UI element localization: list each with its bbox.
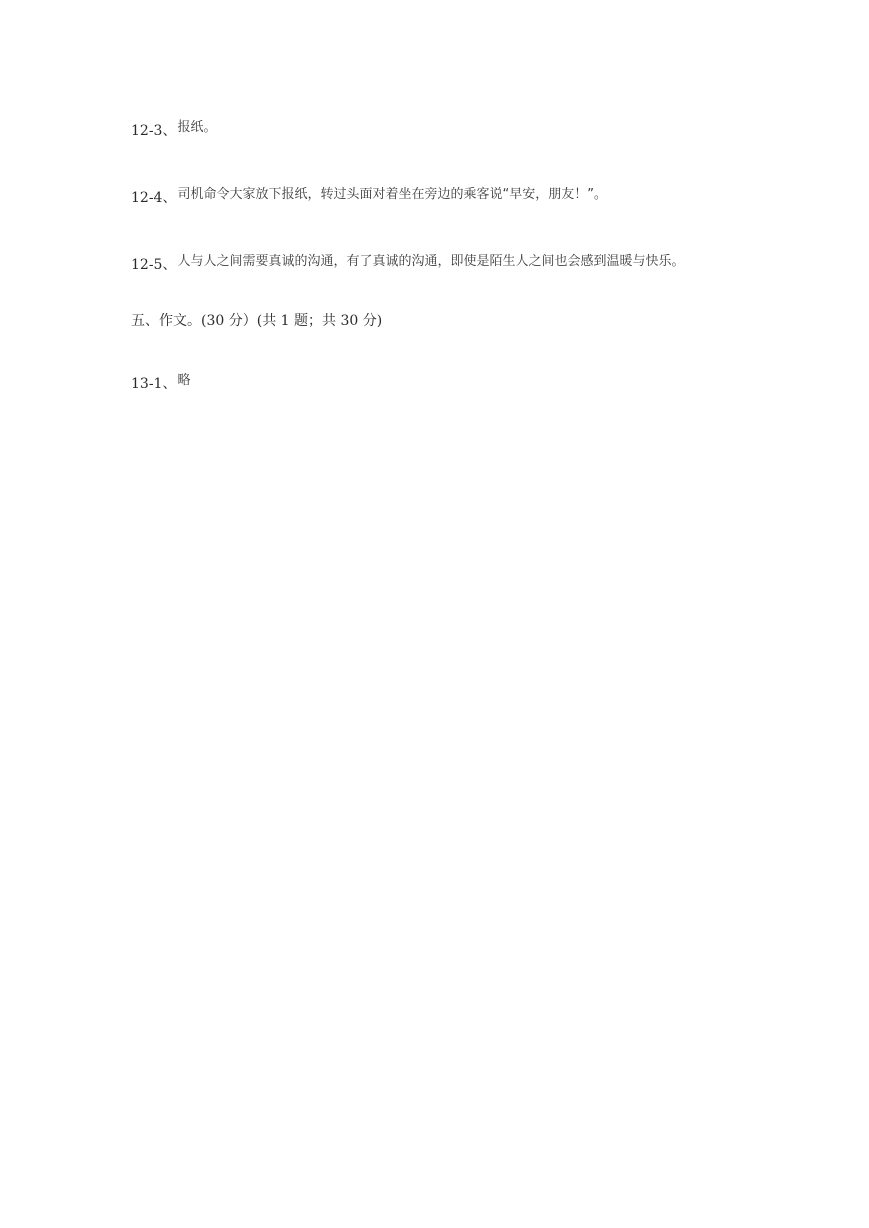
answer-12-3: [131, 120, 216, 140]
answer-number: 13-1、: [131, 376, 177, 392]
section-title: 五、作文。(30 分）(共 1 题；共 30 分): [131, 313, 383, 329]
answer-text: 略: [177, 373, 191, 388]
answer-number: 12-5、: [131, 257, 177, 273]
answer-text: 司机命令大家放下报纸，转过头面对着坐在旁边的乘客说“早安，朋友！”。: [177, 187, 607, 202]
answer-number: 12-4、: [131, 190, 177, 206]
answer-text: 人与人之间需要真诚的沟通，有了真诚的沟通，即使是陌生人之间也会感到温暖与快乐。: [177, 254, 685, 269]
answer-13-1: [131, 373, 190, 393]
section-heading: [131, 310, 382, 330]
answer-12-4: [131, 187, 607, 207]
answer-12-5: [131, 254, 684, 274]
answer-text: 报纸。: [177, 120, 217, 135]
answer-number: 12-3、: [131, 123, 177, 139]
